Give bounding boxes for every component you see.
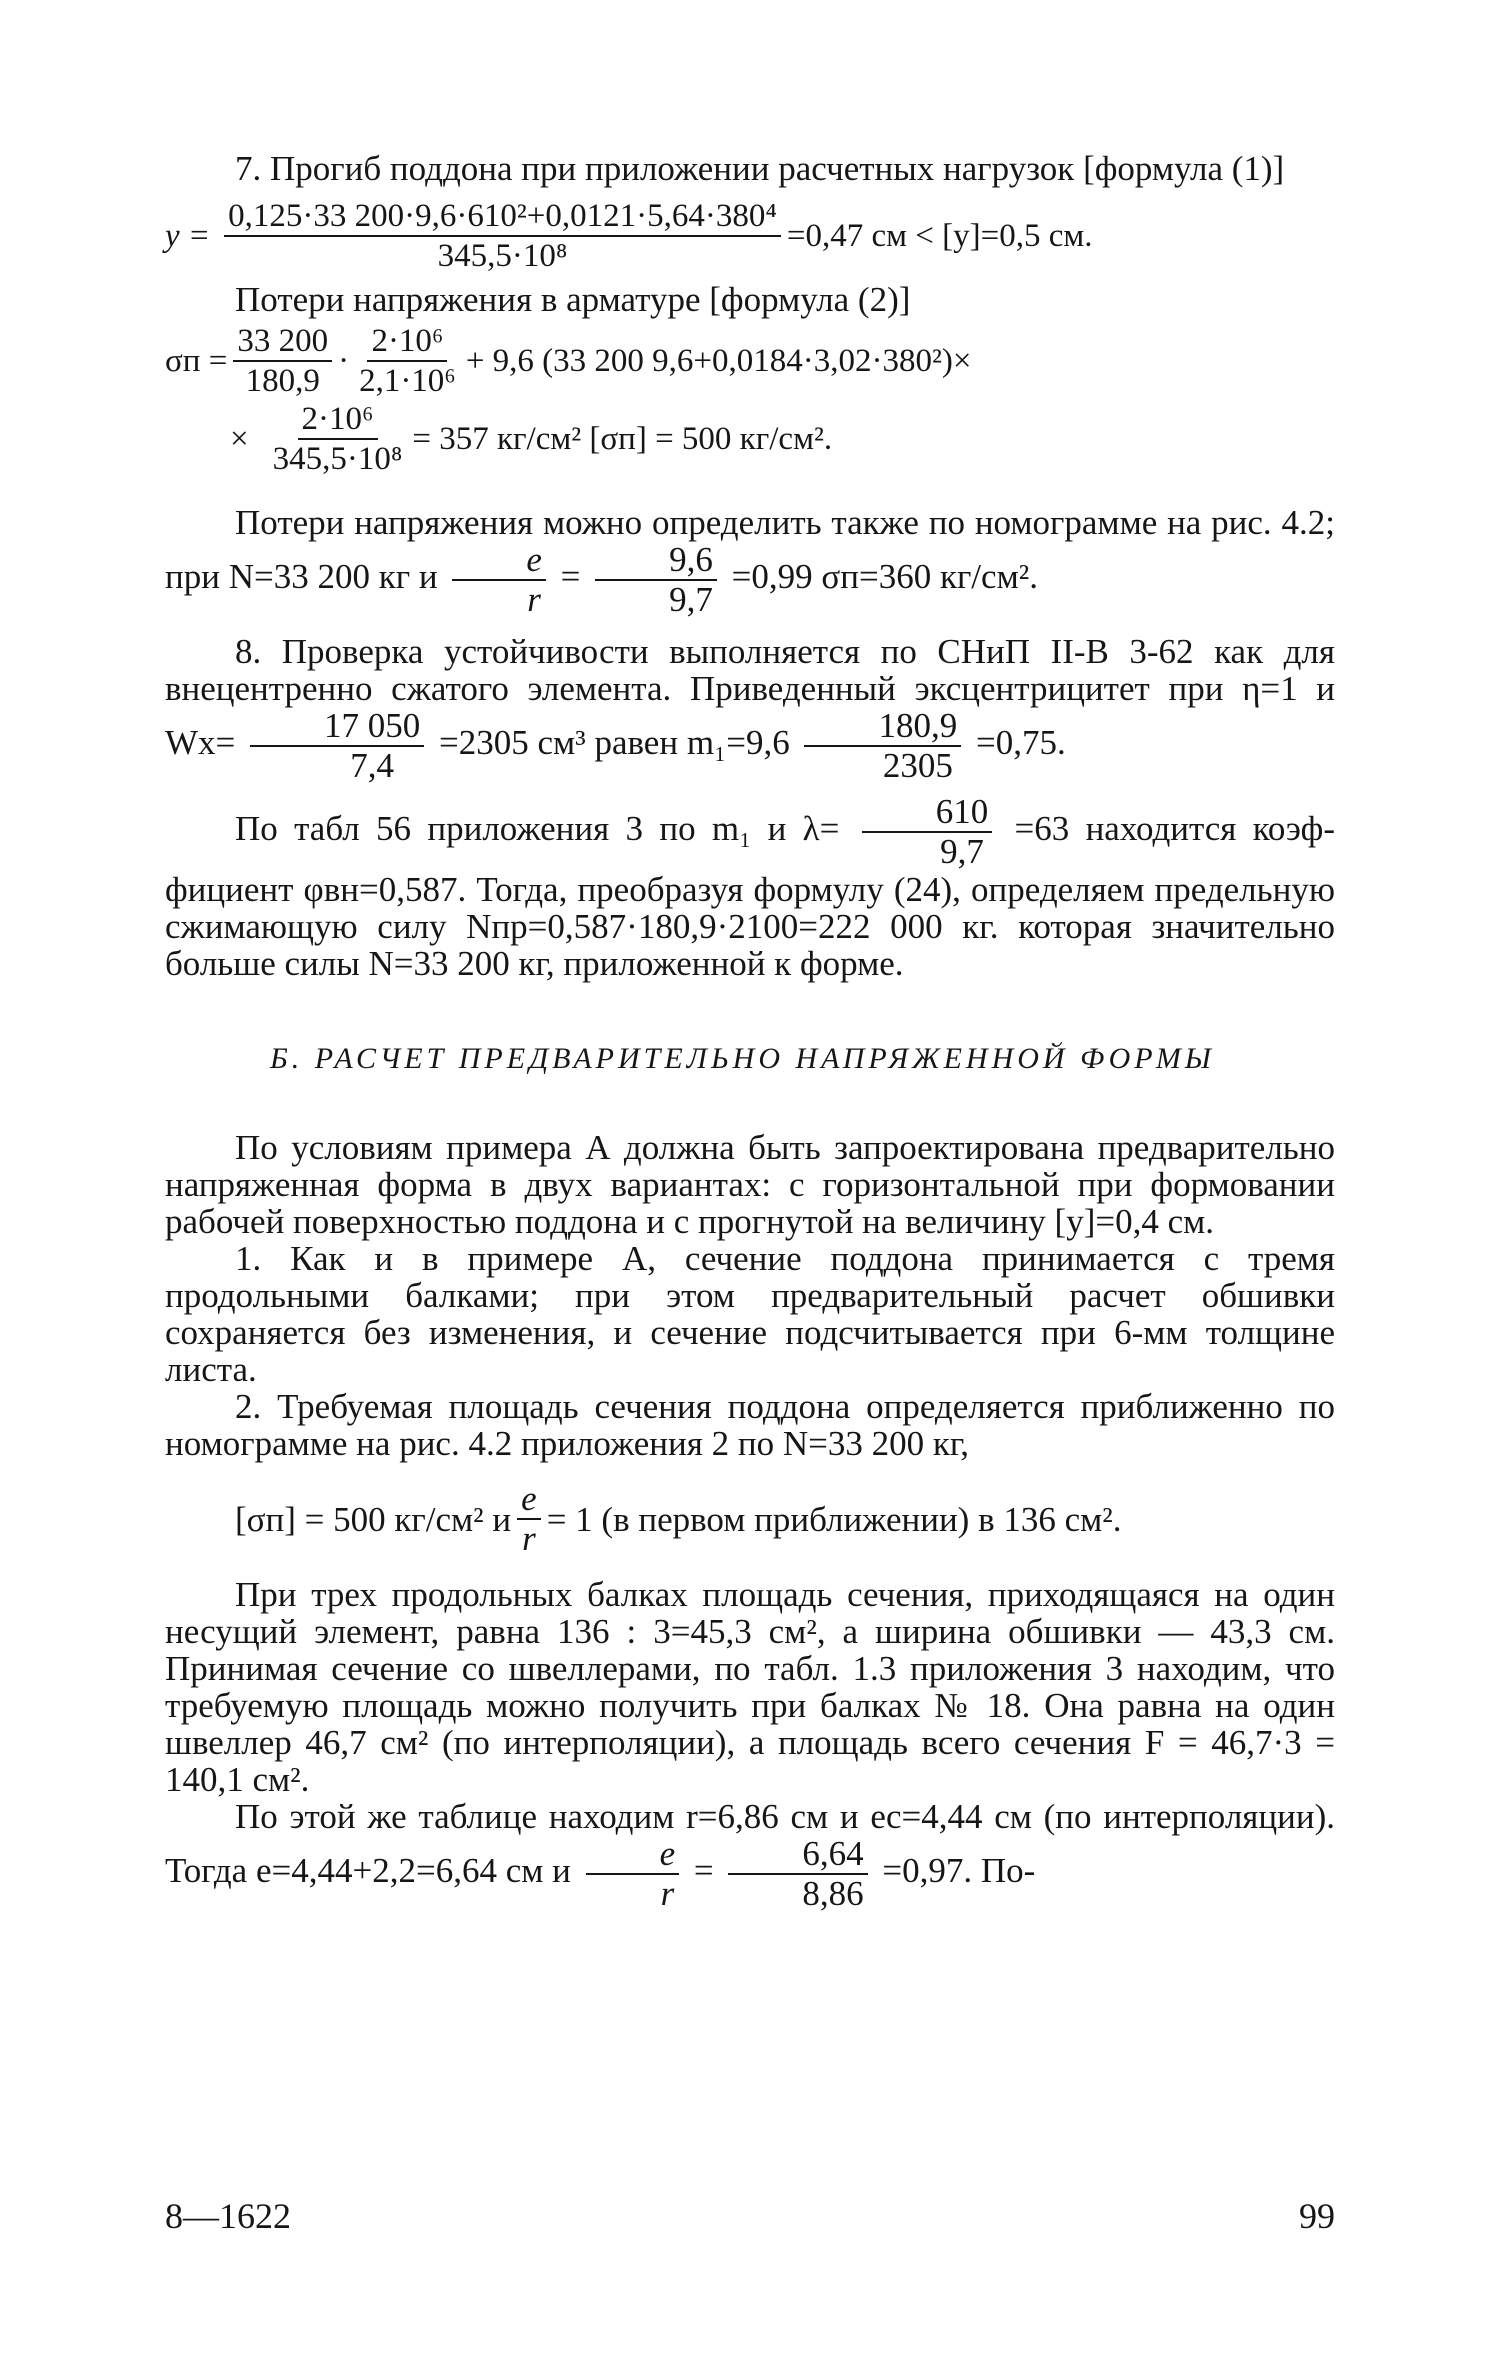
table-paragraph	[165, 793, 1335, 982]
p5-e: e	[586, 1835, 680, 1875]
nomogram-text: Потери напряжения можно определить также по номограмме на рис. 4.2; при N=33 200 кг и	[165, 503, 1335, 597]
p5-r: r	[660, 1874, 675, 1913]
section-b-paragraph-4: При трех продольных балках площадь сечения, приходящаяся на один несущий элемент, равна 136 : 3=45,3 см², а ширина обшивки — 43,3 см. Принимая сечение со швеллерами, по табл. 1.3 приложения 3 находим, что требуемую площадь можно получить при балках № 18. Она равна на один швеллер 46,7 см² (по интерполяции), а площадь всего сечения F = 46,7·3 = 140,1 см².	[165, 1575, 1335, 1799]
deflection-numerator: 0,125·33 200·9,6·610²+0,0121·5,64·380⁴	[224, 197, 781, 237]
stability-text: 8. Проверка устойчивости выполняется по СНиП II-В 3-62 как для внецентренно сжатого элемента. Приведенный эксцентрицитет	[165, 632, 1335, 708]
p5-num: 6,64	[728, 1835, 867, 1875]
p5-e-over-r	[586, 1835, 680, 1913]
m-fraction	[804, 707, 961, 785]
page-footer	[165, 2195, 1335, 2237]
wx-den: 7,4	[350, 746, 395, 785]
p5-end: =0,97. По-	[882, 1851, 1036, 1891]
required-area-e: e	[517, 1480, 541, 1520]
stress-fraction-3-den: 345,5·10⁸	[272, 441, 403, 477]
nomogram-fraction	[595, 541, 717, 619]
stability-paragraph	[165, 633, 1335, 785]
nomogram-equals: =	[560, 557, 581, 597]
stress-lhs: σп =	[165, 342, 228, 379]
table-text-2: =63 находится коэф-	[1014, 809, 1335, 849]
stress-fraction-3-num: 2·10⁶	[298, 400, 378, 440]
stress-times: ×	[230, 420, 249, 457]
item7-intro: 7. Прогиб поддона при приложении расчетных нагрузок [формула (1)]	[235, 149, 1285, 188]
deflection-denominator: 345,5·10⁸	[437, 238, 568, 274]
table-text-1: По табл 56 приложения 3 по m₁ и λ=	[235, 809, 840, 849]
stress-fraction-2-num: 2·10⁶	[367, 322, 447, 362]
stress-fraction-2	[355, 322, 460, 400]
deflection-lhs: y =	[165, 217, 211, 254]
lambda-fraction	[862, 793, 993, 871]
table-text-3: фициент φвн=0,587. Тогда, преобразуя формулу (24), определяем предельную сжимающую силу Nпр=0,587·180,9·2100=222 000 кг. которая значительно больше силы N=33 200 кг, приложенной к форме.	[165, 870, 1335, 983]
dot-operator: ·	[338, 342, 350, 379]
required-area-e-over-r	[517, 1480, 541, 1558]
nomogram-e-over-r	[452, 541, 546, 619]
page-content	[165, 150, 1335, 1913]
p5-equals: =	[693, 1851, 714, 1891]
wx-num: 17 050	[250, 707, 424, 747]
stress-fraction-1	[233, 322, 332, 400]
nomogram-r: r	[527, 580, 541, 619]
stress-result: = 357 кг/см² [σп] = 500 кг/см².	[412, 420, 833, 457]
required-area-rhs: = 1 (в первом приближении) в 136 см².	[546, 1499, 1122, 1539]
nomogram-num: 9,6	[595, 541, 717, 581]
section-b-paragraph-2: 1. Как и в примере А, сечение поддона принимается с тремя продольными балками; при этом предварительный расчет обшивки сохраняется без изменения, и сечение подсчитывается при 6-мм толщине листа.	[165, 1239, 1335, 1389]
deflection-equation	[165, 197, 1335, 275]
p5-den: 8,86	[802, 1874, 864, 1913]
required-area-r: r	[522, 1519, 536, 1558]
m-den: 2305	[882, 746, 953, 785]
deflection-rhs: =0,47 см < [y]=0,5 см.	[786, 217, 1093, 254]
stability-pri: при η=1 и Wx=	[165, 669, 1336, 763]
nomogram-result: =0,99 σп=360 кг/см².	[731, 557, 1038, 597]
stress-fraction-1-num: 33 200	[233, 322, 332, 362]
section-b-p5-text: По этой же таблице находим r=6,86 см и eс=4,44 см (по интерполяции). Тогда e=4,44+2,2=6,64 см и	[165, 1797, 1335, 1891]
signature-mark: 8—1622	[165, 2196, 291, 2236]
p5-fraction	[728, 1835, 867, 1913]
section-b-paragraph-1: По условиям примера А должна быть запроектирована предварительно напряженная форма в двух вариантах: с горизонтальной при формовании рабочей поверхностью поддона и с прогнутой на величину [y]=0,4 см.	[165, 1128, 1335, 1241]
section-b-paragraph-5	[165, 1798, 1335, 1913]
stress-fraction-1-den: 180,9	[245, 363, 320, 399]
lambda-num: 610	[862, 793, 993, 833]
section-heading: Б. РАСЧЕТ ПРЕДВАРИТЕЛЬНО НАПРЯЖЕННОЙ ФОРМЫ	[270, 1042, 1215, 1075]
stability-end: =0,75.	[975, 723, 1066, 763]
section-b-paragraph-3: 2. Требуемая площадь сечения поддона определяется приближенно по номограмме на рис. 4.2 приложения 2 по N=33 200 кг,	[165, 1387, 1335, 1463]
page-number: 99	[1299, 2196, 1335, 2236]
required-area-lhs: [σп] = 500 кг/см² и	[235, 1499, 512, 1539]
nomogram-den: 9,7	[669, 580, 713, 619]
stress-fraction-3	[269, 400, 407, 478]
stress-loss-title: Потери напряжения в арматуре [формула (2)]	[235, 280, 911, 319]
stress-middle-term: + 9,6 (33 200 9,6+0,0184·3,02·380²)×	[465, 342, 972, 379]
required-area-equation	[235, 1480, 1335, 1558]
stress-fraction-2-den: 2,1·10⁶	[359, 363, 456, 399]
stress-loss-equation-2	[230, 400, 1335, 478]
lambda-den: 9,7	[940, 832, 984, 871]
wx-fraction	[250, 707, 424, 785]
nomogram-e: e	[452, 541, 546, 581]
stability-mid: =2305 см³ равен m₁=9,6	[439, 723, 790, 763]
deflection-fraction	[224, 197, 781, 275]
nomogram-paragraph	[165, 504, 1335, 619]
stress-loss-equation-1	[165, 322, 1335, 400]
m-num: 180,9	[804, 707, 961, 747]
